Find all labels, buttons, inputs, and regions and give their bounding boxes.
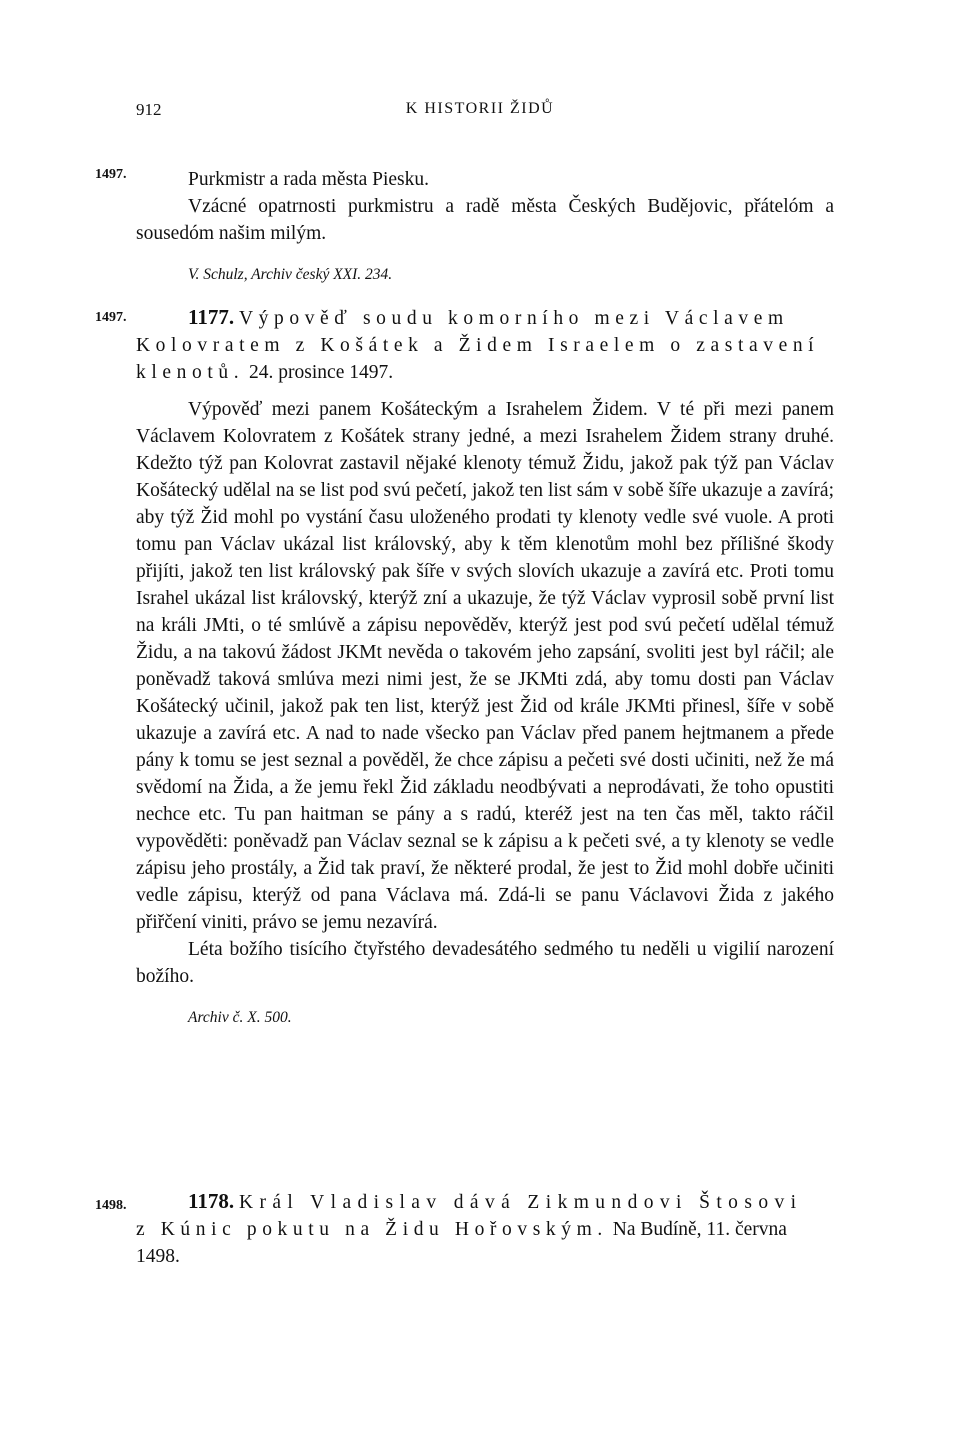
page-number: 912 (136, 100, 162, 119)
entry3-title-line1 (136, 1188, 834, 1216)
entry1-block (136, 166, 834, 288)
entry3-number: 1178. (188, 1189, 235, 1213)
entry2-title-line1 (136, 304, 834, 332)
entry2-body-paragraph2: Léta božího tisícího čtyřstého devadesátého sedmého tu neděli u vigilií narození božího. (136, 939, 834, 987)
entry1-citation: V. Schulz, Archiv český XXI. 234. (188, 266, 393, 283)
entry3-block (136, 1188, 834, 1270)
entry2-block (136, 304, 834, 1031)
page-header (0, 100, 960, 130)
entry3-date: Na Budíně, 11. června (607, 1219, 787, 1240)
entry3-year: 1498. (95, 1198, 127, 1213)
entry2-title-line3 (136, 359, 834, 386)
entry3-title-line2 (136, 1216, 834, 1243)
entry3-title-line3: 1498. (136, 1246, 180, 1267)
entry1-address: Vzácné opatrnosti purkmistru a radě města Českých Budějovic, přátelóm a sousedóm našim milým. (136, 196, 834, 244)
entry2-citation: Archiv č. X. 500. (188, 1009, 292, 1026)
running-title: K HISTORII ŽIDŮ (405, 100, 555, 117)
entry2-body-paragraph1: Výpověď mezi panem Košáteckým a Israhelem Židem. V té při mezi panem Václavem Kolovratem z Košátek strany jedné, a mezi Israhelem Židem strany druhé. Kdežto týž pan Kolovrat zastavil nějaké klenoty témuž Židu, jakož pak týž pan Václav Košátecký udělal na se list pod svú pečetí, jakož ten list sám v sobě šíře ukazuje a zavírá; aby týž Žid mohl po vystání času uloženého prodati ty klenoty vedle své vuole. A proti tomu pan Václav ukázal list královský, aby k těm klenotům mohl bez přílišné škody přijíti, jakož ten list královský pak šíře v svých slovích ukazuje a zavírá etc. Proti tomu Israhel ukázal list královský, kterýž zní a ukazuje, že týž Václav vyprosil sobě první list na králi JMti, o té smlúvě a zápisu nepověděv, kterýž jest pod svú pečetí udělal témuž Židu, a na takovú žádost JKMt nevěda o takovém jeho zapsání, svoliti jest byl ráčil; ale poněvadž taková smlúva mezi nimi jest, že se JKMti zdá, aby tomu dosti pan Václav Košátecký učinil, jakož pak ten list, kterýž jest Žid od krále JKMti přinesl, šíře v sobě ukazuje a zavírá etc. A nad to nade všecko pan Václav před panem hejtmanem a přede pány k tomu se jest seznal a pověděl, že chce zápisu a pečeti své dosti učiniti, než že má svědomí na Žida, a že jemu řekl Žid základu neodbývati a neprodávati, že toho opustiti nechce etc. Tu pan haitman se pány a s radú, kteréž jest na ten čas měl, takto ráčil vypověděti: poněvadž pan Václav seznal se k zápisu a k pečeti své, a ty klenoty se vedle zápisu jeho prostály, a Žid tak praví, že některé prodal, že jest to Žid mohl dobře učiniti vedle zápisu, kterýž od pana Václava má. Zdá-li se panu Václavovi Žida z jakého přiřčení viniti, právo se jemu nezavírá. (136, 399, 834, 933)
entry2-number: 1177. (188, 305, 235, 329)
entry2-date: 24. prosince 1497. (244, 362, 394, 383)
entry2-year: 1497. (95, 310, 127, 325)
entry2-title-1: Výpověď soudu komorního mezi Václavem (238, 308, 789, 329)
entry2-title-line2: Kolovratem z Košátek a Židem Israelem o zastavení (136, 335, 820, 356)
entry2-title-3a: klenotů. (136, 362, 245, 383)
entry3-title-1: Král Vladislav dává Zikmundovi Štosovi (238, 1192, 803, 1213)
entry1-year: 1497. (95, 167, 127, 182)
entry3-title-2a: z Kúnic pokutu na Židu Hořovským. (136, 1219, 608, 1240)
entry1-heading: Purkmistr a rada města Piesku. (188, 169, 429, 190)
